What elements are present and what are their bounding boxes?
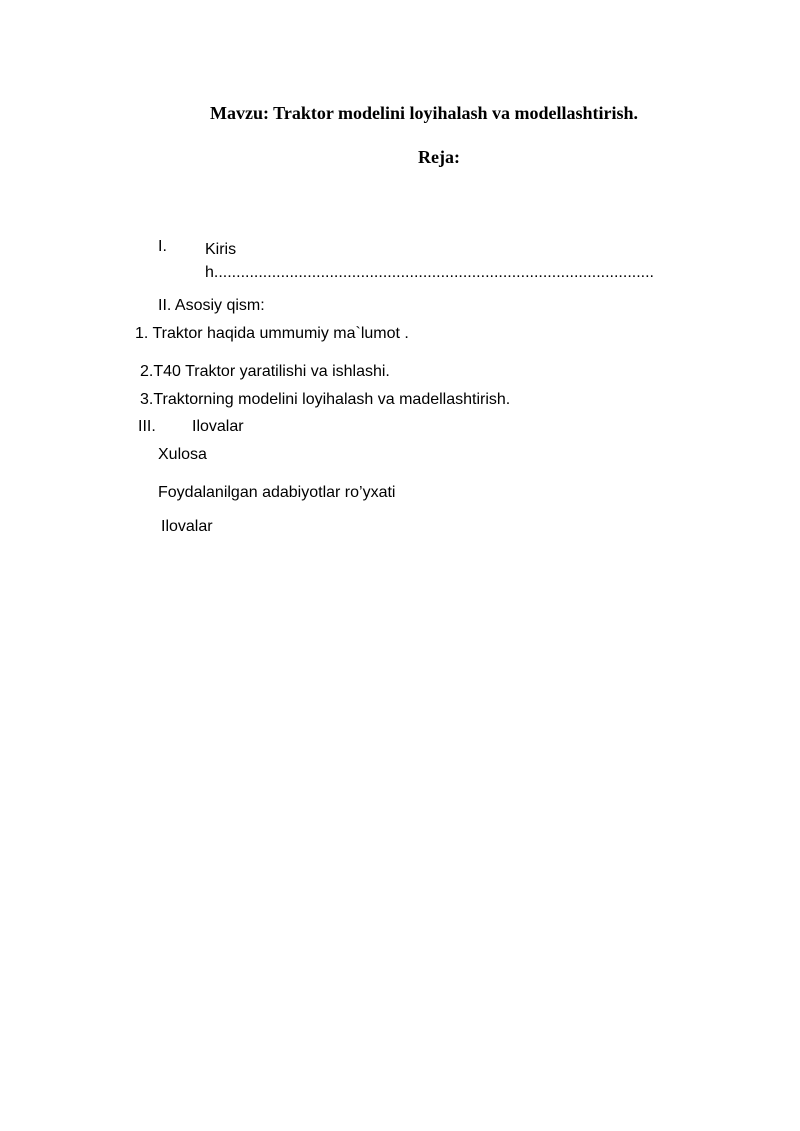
toc-item-main-part: II. Asosiy qism: [158,297,265,314]
plan-heading: Reja: [418,147,460,167]
toc-item-introduction: Kirish................................................................................................... [205,241,654,281]
toc-item-references: Foydalanilgan adabiyotlar ro’yxati [158,484,396,501]
toc-item-number: III. [138,418,156,435]
toc-item-appendices: Ilovalar [192,418,244,435]
document-title: Mavzu: Traktor modelini loyihalash va modellashtirish. [210,103,639,123]
toc-subitem-1: 1. Traktor haqida ummumiy ma`lumot . [135,325,409,342]
toc-item-appendix: Ilovalar [161,518,213,535]
toc-subitem-3: 3.Traktorning modelini loyihalash va madellashtirish. [140,391,511,408]
toc-item-number: I. [158,238,167,255]
toc-item-conclusion: Xulosa [158,446,207,463]
toc-subitem-2: 2.T40 Traktor yaratilishi va ishlashi. [140,363,390,380]
